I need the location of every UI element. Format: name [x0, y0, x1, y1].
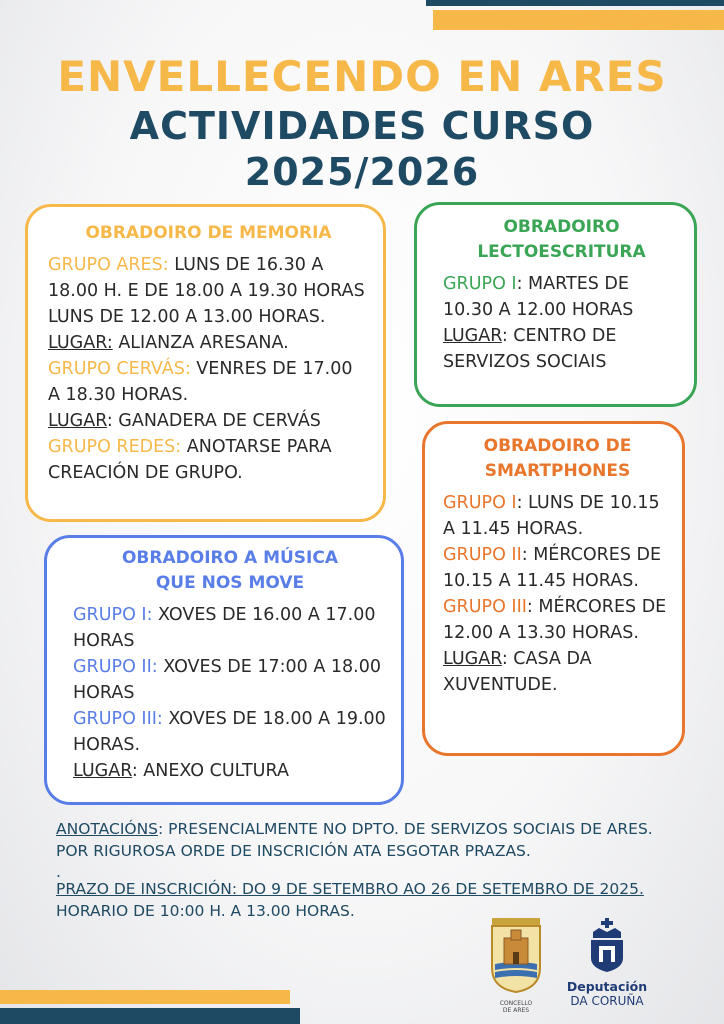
musica-lugar — [73, 758, 387, 784]
deputacion-text-1: Deputación — [566, 979, 648, 994]
prazo-text: HORARIO DE 10:00 H. A 13.00 HORAS. — [56, 902, 355, 920]
title-line-3: 2025/2026 — [244, 150, 480, 194]
musica-heading-l1: OBRADOIRO A MÚSICA — [121, 548, 338, 568]
smart-heading-l2: SMARTPHONES — [484, 461, 631, 481]
lecto-lugar-key: LUGAR — [443, 326, 502, 346]
deputacion-text-2: DA CORUÑA — [570, 994, 644, 1008]
smart-g3-key: GRUPO III — [443, 597, 527, 617]
memoria-g3-key: GRUPO REDES: — [48, 437, 182, 457]
memoria-lugar-1 — [48, 330, 369, 356]
prazo-key: PRAZO DE INSCRICIÓN: DO 9 DE SETEMBRO AO 26 DE SETEMBRO DE 2025. — [56, 880, 644, 898]
card-smartphones — [422, 421, 685, 756]
musica-g3-key: GRUPO III: — [73, 709, 163, 729]
memoria-g3-text: ANOTARSE PARA CREACIÓN DE GRUPO. — [48, 437, 332, 483]
musica-g1-key: GRUPO I: — [73, 605, 153, 625]
lecto-g1-key: GRUPO I — [443, 274, 517, 294]
card-memoria — [25, 204, 386, 522]
smart-heading-l1: OBRADOIRO DE — [483, 436, 632, 456]
memoria-group-redes — [48, 434, 369, 486]
memoria-g2-text: VENRES DE 17.00 A 18.30 HORAS. — [48, 359, 353, 405]
bottom-yellow-bar — [0, 990, 290, 1004]
musica-heading-l2: QUE NOS MOVE — [155, 573, 305, 593]
lecto-heading-l1: OBRADOIRO — [503, 217, 620, 237]
card-lectoescritura — [414, 202, 697, 407]
lecto-group-1 — [443, 271, 680, 323]
musica-g2-text: XOVES DE 17:00 A 18.00 HORAS — [73, 657, 381, 703]
musica-lugar-text: : ANEXO CULTURA — [131, 761, 289, 781]
memoria-lugar1-text: ALIANZA ARESANA. — [112, 333, 289, 353]
top-navy-bar — [426, 0, 724, 6]
anotacions-paragraph — [56, 818, 686, 862]
musica-g1-text: XOVES DE 16.00 A 17.00 HORAS — [73, 605, 376, 651]
lecto-heading — [443, 215, 680, 265]
smart-group-3 — [443, 594, 672, 646]
smart-g2-key: GRUPO II — [443, 545, 522, 565]
musica-heading — [73, 546, 387, 596]
memoria-lugar-2 — [48, 408, 369, 434]
anotacions-text: : PRESENCIALMENTE NO DPTO. DE SERVIZOS SOCIAIS DE ARES. POR RIGUROSA ORDE DE INSCRICIÓN ATA ESGOTAR PRAZAS. — [56, 820, 653, 860]
musica-group-1 — [73, 602, 387, 654]
card-musica — [44, 535, 404, 805]
musica-g3-text: XOVES DE 18.00 A 19.00 HORAS. — [73, 709, 386, 755]
bottom-navy-bar — [0, 1008, 300, 1024]
smart-heading — [443, 434, 672, 484]
anotacions-key: ANOTACIÓNS — [56, 820, 159, 838]
musica-g2-key: GRUPO II: — [73, 657, 158, 677]
notes-dot: . — [56, 863, 61, 881]
lecto-heading-l2: LECTOESCRITURA — [477, 242, 646, 262]
title-line-2: ACTIVIDADES CURSO — [129, 104, 595, 148]
deputacion-crown-icon — [585, 918, 629, 972]
smart-group-1 — [443, 490, 672, 542]
memoria-g1-key: GRUPO ARES: — [48, 255, 169, 275]
memoria-group-ares — [48, 252, 369, 330]
prazo-paragraph — [56, 878, 686, 922]
ares-logo-text-2: DE ARES — [502, 1007, 530, 1014]
castle-shield-icon — [486, 916, 546, 994]
smart-g1-text: : LUNS DE 10.15 A 11.45 HORAS. — [443, 493, 660, 539]
memoria-g1-text: LUNS DE 16.30 A 18.00 H. E DE 18.00 A 19.30 HORAS LUNS DE 12.00 A 13.00 HORAS. — [48, 255, 365, 327]
deputacion-logo — [562, 918, 652, 1018]
memoria-lugar2-text: : GANADERA DE CERVÁS — [106, 411, 321, 431]
smart-g1-key: GRUPO I — [443, 493, 517, 513]
musica-lugar-key: LUGAR — [73, 761, 132, 781]
concello-ares-logo — [486, 916, 546, 1016]
lecto-lugar — [443, 323, 680, 375]
memoria-g2-key: GRUPO CERVÁS: — [48, 359, 191, 379]
title-line-1: ENVELLECENDO EN ARES — [57, 52, 667, 101]
ares-logo-text-1: CONCELLO — [499, 1000, 533, 1007]
smart-g2-text: : MÉRCORES DE 10.15 A 11.45 HORAS. — [443, 545, 662, 591]
memoria-heading: OBRADOIRO DE MEMORIA — [85, 223, 332, 243]
memoria-group-cervas — [48, 356, 369, 408]
smart-group-2 — [443, 542, 672, 594]
memoria-lugar1-key: LUGAR: — [48, 333, 113, 353]
lecto-lugar-text: : CENTRO DE SERVIZOS SOCIAIS — [443, 326, 617, 372]
musica-group-2 — [73, 654, 387, 706]
lecto-g1-text: : MARTES DE 10.30 A 12.00 HORAS — [443, 274, 634, 320]
top-yellow-bar — [433, 10, 724, 30]
memoria-lugar2-key: LUGAR — [48, 411, 107, 431]
musica-group-3 — [73, 706, 387, 758]
smart-lugar-text: : CASA DA XUVENTUDE. — [443, 649, 592, 695]
smart-lugar-key: LUGAR — [443, 649, 502, 669]
smart-lugar — [443, 646, 672, 698]
smart-g3-text: : MÉRCORES DE 12.00 A 13.30 HORAS. — [443, 597, 667, 643]
notes-section — [56, 818, 686, 922]
